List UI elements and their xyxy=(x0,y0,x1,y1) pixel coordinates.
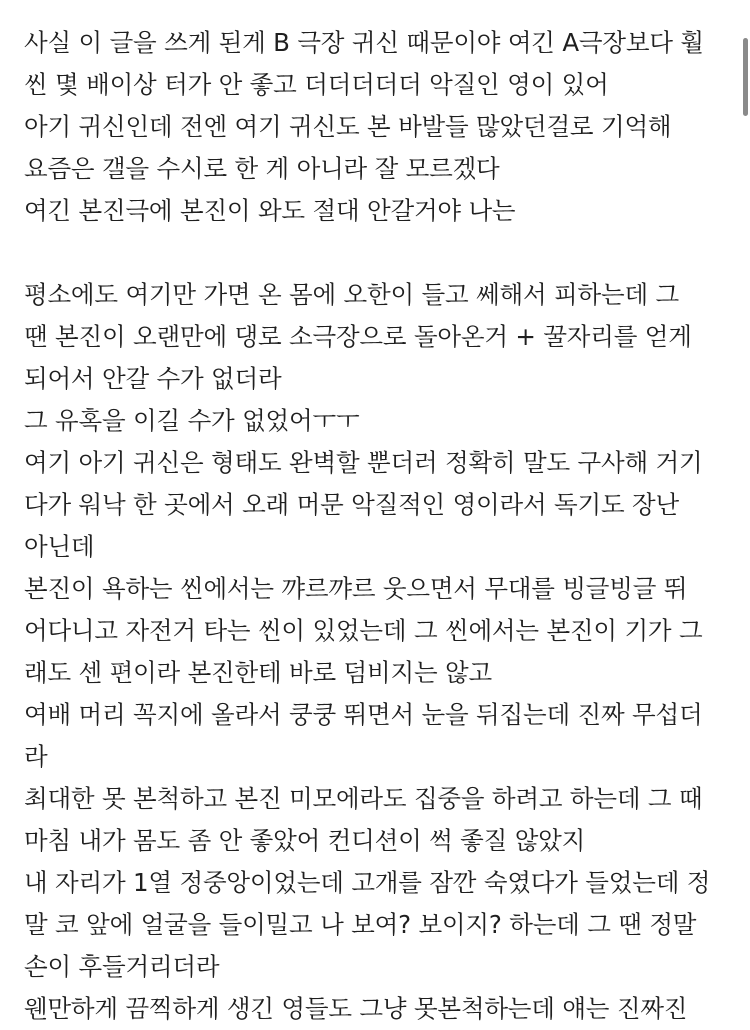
post-line: 그 유혹을 이길 수가 없었어ㅜㅜ xyxy=(24,406,360,435)
post-line: 여긴 본진극에 본진이 와도 절대 안갈거야 나는 xyxy=(24,196,516,225)
post-line: 어다니고 자전거 타는 씬이 있었는데 그 씬에서는 본진이 기가 그 xyxy=(24,616,703,645)
post-line: 손이 후들거리더라 xyxy=(24,952,220,981)
post-blank-line xyxy=(24,232,730,274)
post-line: 땐 본진이 오랜만에 댕로 소극장으로 돌아온거 + 꿀자리를 얻게 xyxy=(24,322,692,351)
post-line: 아닌데 xyxy=(24,532,95,561)
post-line: 다가 워낙 한 곳에서 오래 머문 악질적인 영이라서 독기도 장난 xyxy=(24,490,679,519)
post-line: 웬만하게 끔찍하게 생긴 영들도 그냥 못본척하는데 얘는 진짜진 xyxy=(24,994,688,1023)
post-line: 마침 내가 몸도 좀 안 좋았어 컨디션이 썩 좋질 않았지 xyxy=(24,826,586,855)
post-line: 여배 머리 꼭지에 올라서 쿵쿵 뛰면서 눈을 뒤집는데 진짜 무섭더 xyxy=(24,700,703,729)
post-line: 씬 몇 배이상 터가 안 좋고 더더더더더 악질인 영이 있어 xyxy=(24,70,609,99)
scrollbar-thumb[interactable] xyxy=(743,38,748,116)
post-body xyxy=(24,22,730,1030)
post-line: 아기 귀신인데 전엔 여기 귀신도 본 바발들 많았던걸로 기억해 xyxy=(24,112,672,141)
scrollbar[interactable] xyxy=(740,0,750,1024)
post-line: 되어서 안갈 수가 없더라 xyxy=(24,364,282,393)
post-line: 본진이 욕하는 씬에서는 꺄르꺄르 웃으면서 무대를 빙글빙글 뛰 xyxy=(24,574,688,603)
post-line: 여기 아기 귀신은 형태도 완벽할 뿐더러 정확히 말도 구사해 거기 xyxy=(24,448,703,477)
post-line: 사실 이 글을 쓰게 된게 B 극장 귀신 때문이야 여긴 A극장보다 훨 xyxy=(24,28,704,57)
post-line: 말 코 앞에 얼굴을 들이밀고 나 보여? 보이지? 하는데 그 땐 정말 xyxy=(24,910,697,939)
post-line: 요즘은 갤을 수시로 한 게 아니라 잘 모르겠다 xyxy=(24,154,500,183)
post-line: 래도 센 편이라 본진한테 바로 덤비지는 않고 xyxy=(24,658,492,687)
post-line: 최대한 못 본척하고 본진 미모에라도 집중을 하려고 하는데 그 때 xyxy=(24,784,703,813)
post-line: 내 자리가 1열 정중앙이었는데 고개를 잠깐 숙였다가 들었는데 정 xyxy=(24,868,711,897)
post-line: 라 xyxy=(24,742,48,771)
post-line: 평소에도 여기만 가면 온 몸에 오한이 들고 쎄해서 피하는데 그 xyxy=(24,280,679,309)
